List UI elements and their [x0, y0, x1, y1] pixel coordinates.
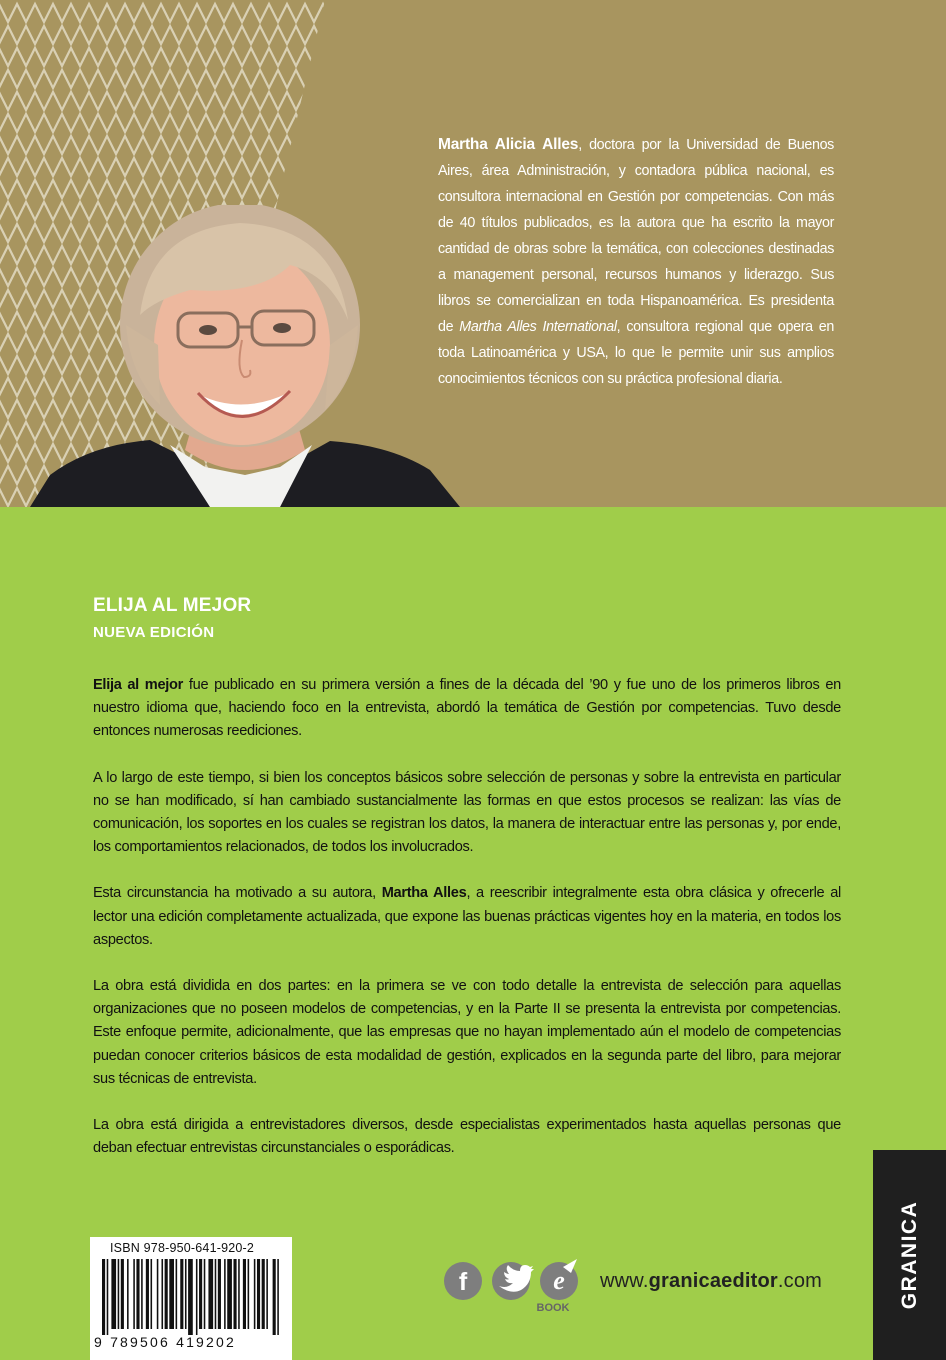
barcode-bar: [243, 1259, 246, 1329]
barcode-bar: [141, 1259, 143, 1329]
author-bio: [438, 132, 834, 392]
book-section: [0, 507, 946, 1360]
book-description: [93, 674, 841, 1183]
isbn-label: ISBN 978-950-641-920-2: [110, 1241, 255, 1255]
zigzag-line: [0, 114, 330, 132]
barcode-bar: [215, 1259, 217, 1329]
barcode-bar: [151, 1259, 153, 1329]
barcode-digits: 9 789506 419202: [94, 1334, 236, 1350]
barcode-bars: [102, 1259, 282, 1335]
barcode-bar: [157, 1259, 159, 1329]
book-title: ELIJA AL MEJOR: [93, 595, 252, 616]
author-name: Martha Alicia Alles: [438, 136, 579, 153]
website-brand: granicaeditor: [648, 1270, 778, 1292]
facebook-glyph: f: [458, 1268, 468, 1296]
barcode: [90, 1237, 292, 1360]
zigzag-line: [0, 180, 330, 198]
ebook-icon[interactable]: [537, 1259, 579, 1314]
barcode-bar: [121, 1259, 124, 1329]
website-prefix: www.: [600, 1270, 649, 1292]
barcode-bar: [107, 1259, 109, 1335]
barcode-bar: [208, 1259, 213, 1329]
barcode-bar: [102, 1259, 105, 1335]
facebook-icon[interactable]: [444, 1262, 482, 1300]
book-subtitle: NUEVA EDICIÓN: [93, 624, 215, 641]
zigzag-line: [0, 48, 330, 66]
barcode-bar: [188, 1259, 193, 1335]
barcode-bar: [169, 1259, 174, 1329]
description-paragraph-5: La obra está dirigida a entrevistadores diversos, desde especialistas experimentados hasta aquellas personas que deban efectuar entrevistas circunstanciales o esporádicas.: [93, 1117, 841, 1157]
paragraph-1-text: fue publicado en su primera versión a fines de la década del ’90 y fue uno de los primeros libros en nuestro idioma que, haciendo foco en la entrevista, abordó la temática de Gestión por competencias. Tuvo desde entonces numerosas reediciones.: [93, 677, 841, 740]
website-suffix: .com: [777, 1270, 823, 1292]
barcode-bar: [248, 1259, 250, 1329]
description-paragraph-1: [93, 674, 841, 744]
barcode-bar: [176, 1259, 178, 1329]
social-icons: [441, 1259, 581, 1319]
barcode-bar: [262, 1259, 265, 1329]
author-section: [0, 0, 946, 507]
zigzag-line: [0, 136, 330, 154]
barcode-bar: [133, 1259, 135, 1329]
barcode-bar: [185, 1259, 187, 1329]
ebook-label: BOOK: [536, 1302, 570, 1314]
barcode-bar: [227, 1259, 232, 1329]
barcode-bar: [111, 1259, 116, 1329]
barcode-bar: [218, 1259, 221, 1329]
barcode-bar: [277, 1259, 279, 1335]
barcode-bar: [127, 1259, 129, 1329]
zigzag-line: [0, 4, 330, 22]
author-company: Martha Alles International: [459, 319, 617, 335]
barcode-bar: [180, 1259, 183, 1329]
barcode-bar: [161, 1259, 163, 1329]
author-name-inline: Martha Alles: [381, 885, 467, 902]
zigzag-line: [0, 26, 330, 44]
author-portrait: [30, 205, 460, 507]
paragraph-3-text-b: , a reescribir integralmente esta obra clásica y ofrecerle al lector una edición completamente actualizada, que expone las buenas prácticas vigentes hoy en la materia, en todos los aspectos.: [93, 885, 841, 948]
ebook-glyph: e: [553, 1266, 565, 1295]
barcode-bar: [273, 1259, 276, 1335]
barcode-bar: [233, 1259, 236, 1329]
barcode-bar: [196, 1259, 198, 1335]
barcode-bar: [254, 1259, 256, 1329]
barcode-bar: [118, 1259, 120, 1329]
barcode-bar: [238, 1259, 240, 1329]
zigzag-line: [0, 70, 330, 88]
twitter-icon[interactable]: [492, 1262, 534, 1300]
description-paragraph-3: [93, 882, 841, 952]
barcode-bar: [204, 1259, 206, 1329]
website-link[interactable]: [600, 1270, 822, 1293]
barcode-bar: [165, 1259, 168, 1329]
book-title-inline: Elija al mejor: [93, 677, 184, 693]
barcode-bar: [257, 1259, 260, 1329]
publisher-logo: [873, 1150, 946, 1360]
zigzag-line: [0, 158, 330, 176]
description-paragraph-2: A lo largo de este tiempo, si bien los conceptos básicos sobre selección de personas y sobre la entrevista en particular no se han modificado, sí han cambiado sustancialmente las formas en que estos procesos se realizan: las vías de comunicación, los soportes en los cuales se registran los datos, la manera de interactuar entre las personas y, por ende, los comportamientos relacionados, de todos los involucrados.: [93, 769, 841, 856]
barcode-bar: [136, 1259, 139, 1329]
paragraph-3-text-a: Esta circunstancia ha motivado a su autora,: [93, 885, 382, 902]
description-paragraph-4: La obra está dividida en dos partes: en la primera se ve con todo detalle la entrevista de selección para aquellas organizaciones que no poseen modelos de competencias, y en la Parte II se presenta la entrevista por competencias. Este enfoque permite, adicionalmente, que las empresas que no hayan implementado aún el modelo de competencias puedan conocer criterios básicos de esta modalidad de gestión, explicados en la segunda parte del libro, para mejorar sus técnicas de entrevista.: [93, 978, 841, 1087]
author-bio-text-1: , doctora por la Universidad de Buenos Aires, área Administración, y contadora pública nacional, es consultora internacional en Gestión por competencias. Con más de 40 títulos publicados, es la autora que ha escrito la mayor cantidad de obras sobre la temática, con colecciones destinadas a management personal, recursos humanos y liderazgo. Sus libros se comercializan en toda Hispanoamérica. Es presidenta de: [438, 137, 834, 335]
barcode-bar: [266, 1259, 268, 1329]
publisher-name: GRANICA: [897, 1200, 921, 1310]
zigzag-line: [0, 92, 330, 110]
barcode-bar: [146, 1259, 149, 1329]
barcode-bar: [224, 1259, 226, 1329]
author-bio-text-2: , consultora regional que opera en toda Latinoamérica y USA, lo que le permite unir sus amplios conocimientos técnicos con su práctica profesional diaria.: [438, 319, 834, 387]
barcode-bar: [199, 1259, 202, 1329]
